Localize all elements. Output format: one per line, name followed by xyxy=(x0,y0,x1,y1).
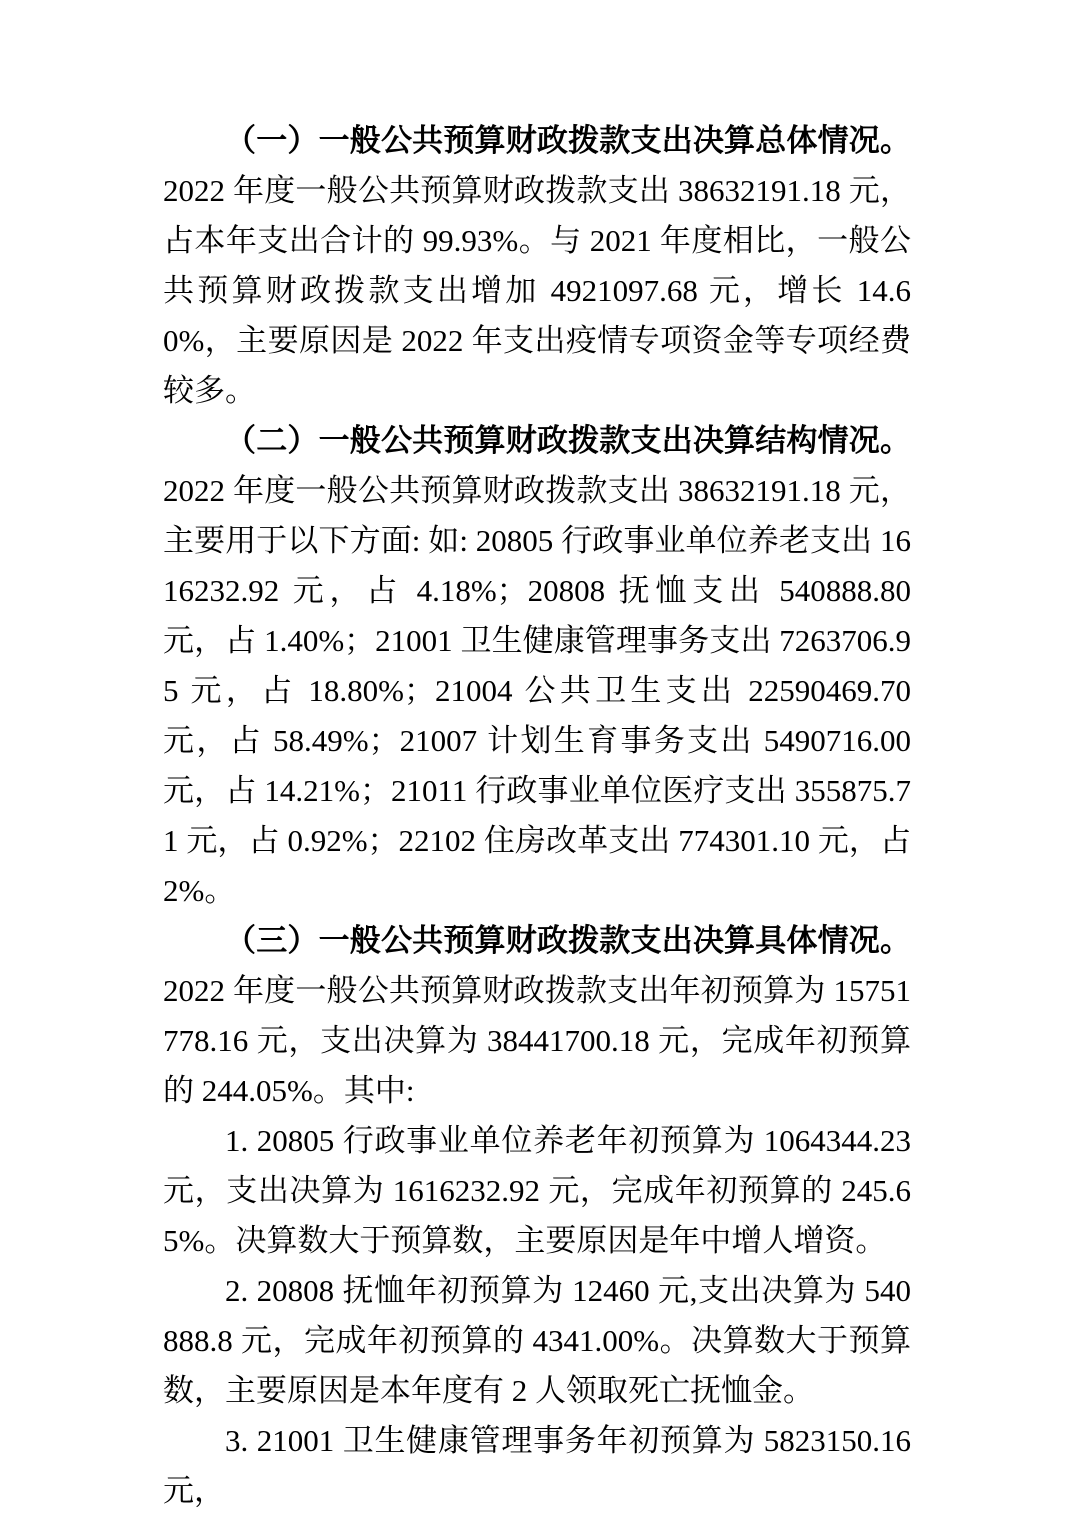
paragraph-3-heading: （三）一般公共预算财政拨款支出决算具体情况。 xyxy=(225,923,911,958)
paragraph-section-2 xyxy=(163,416,911,916)
paragraph-section-1 xyxy=(163,116,911,416)
paragraph-item-3 xyxy=(163,1416,911,1516)
document-body xyxy=(163,116,911,1516)
paragraph-item-1 xyxy=(163,1116,911,1266)
paragraph-item-1-text: 1. 20805 行政事业单位养老年初预算为 1064344.23 元，支出决算为 1616232.92 元，完成年初预算的 245.65%。决算数大于预算数，主要原因是年中增人增资。 xyxy=(163,1123,911,1258)
paragraph-item-3-text: 3. 21001 卫生健康管理事务年初预算为 5823150.16 元， xyxy=(163,1423,911,1508)
paragraph-section-3 xyxy=(163,916,911,1116)
paragraph-item-2-text: 2. 20808 抚恤年初预算为 12460 元,支出决算为 540888.8 元，完成年初预算的 4341.00%。决算数大于预算数，主要原因是本年度有 2 人领取死亡抚恤金。 xyxy=(163,1273,911,1408)
paragraph-1-heading: （一）一般公共预算财政拨款支出决算总体情况。 xyxy=(225,123,911,158)
paragraph-2-heading: （二）一般公共预算财政拨款支出决算结构情况。 xyxy=(225,423,911,458)
paragraph-1-text: 2022 年度一般公共预算财政拨款支出 38632191.18 元，占本年支出合计的 99.93%。与 2021 年度相比，一般公共预算财政拨款支出增加 4921097.68 元，增长 14.60%，主要原因是 2022 年支出疫情专项资金等专项经费较多。 xyxy=(163,173,911,408)
paragraph-2-text: 2022 年度一般公共预算财政拨款支出 38632191.18 元，主要用于以下方面: 如: 20805 行政事业单位养老支出 1616232.92 元，占 4.18%；20808 抚恤支出 540888.80 元，占 1.40%；21001 卫生健康管理事务支出 7263706.95 元，占 18.80%；21004 公共卫生支出 22590469.70 元，占 58.49%；21007 计划生育事务支出 5490716.00 元，占 14.21%；21011 行政事业单位医疗支出 355875.71 元，占 0.92%；22102 住房改革支出 774301.10 元，占 2%。 xyxy=(163,473,911,908)
paragraph-3-text: 2022 年度一般公共预算财政拨款支出年初预算为 15751778.16 元，支出决算为 38441700.18 元，完成年初预算的 244.05%。其中: xyxy=(163,973,911,1108)
paragraph-item-2 xyxy=(163,1266,911,1416)
